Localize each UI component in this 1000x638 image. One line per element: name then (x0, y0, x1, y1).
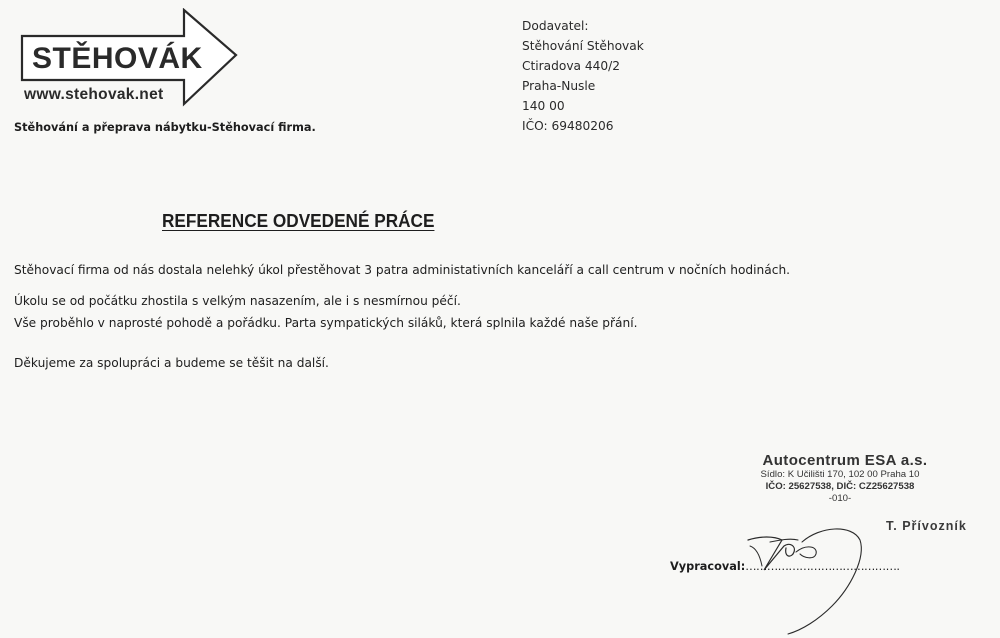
supplier-line: Ctiradova 440/2 (522, 59, 621, 74)
stamp-code: -010- (828, 493, 852, 504)
body-paragraph: Vše proběhlo v naprosté pohodě a pořádku. Parta sympatických siláků, která splnila každé naše přání. (14, 316, 638, 330)
signature-dotted-line: ……………………………………. (745, 560, 900, 573)
stamp-address: Sídlo: K Učilišti 170, 102 00 Praha 10 (760, 469, 920, 480)
logo-url: www.stehovak.net (24, 86, 164, 103)
supplier-line: 140 00 (522, 99, 565, 114)
company-tagline: Stěhování a přeprava nábytku-Stěhovací firma. (14, 121, 316, 134)
supplier-line: IČO: 69480206 (522, 119, 614, 134)
supplier-line: Stěhování Stěhovak (522, 39, 644, 54)
prepared-by-label: Vypracoval: (670, 560, 746, 573)
prepared-by-line (670, 560, 899, 573)
signer-name: T. Přívozník (886, 519, 967, 533)
supplier-line: Dodavatel: (522, 19, 589, 33)
company-stamp (740, 452, 940, 505)
document-title: REFERENCE ODVEDENÉ PRÁCE (162, 210, 435, 231)
body-paragraph: Úkolu se od počátku zhostila s velkým nasazením, ale i s nesmírnou péčí. (14, 294, 461, 308)
stamp-company: Autocentrum ESA a.s. (762, 452, 928, 469)
body-paragraph: Děkujeme za spolupráci a budeme se těšit na další. (14, 356, 329, 370)
logo-name: STĚHOVÁK (32, 42, 203, 75)
handwritten-signature (740, 518, 880, 636)
supplier-line: Praha-Nusle (522, 79, 596, 94)
company-logo (20, 8, 242, 110)
supplier-block (522, 16, 644, 137)
body-paragraph: Stěhovací firma od nás dostala nelehký úkol přestěhovat 3 patra administativních kanceláří a call centrum v nočních hodinách. (14, 263, 791, 277)
stamp-ids: IČO: 25627538, DIČ: CZ25627538 (765, 481, 915, 492)
